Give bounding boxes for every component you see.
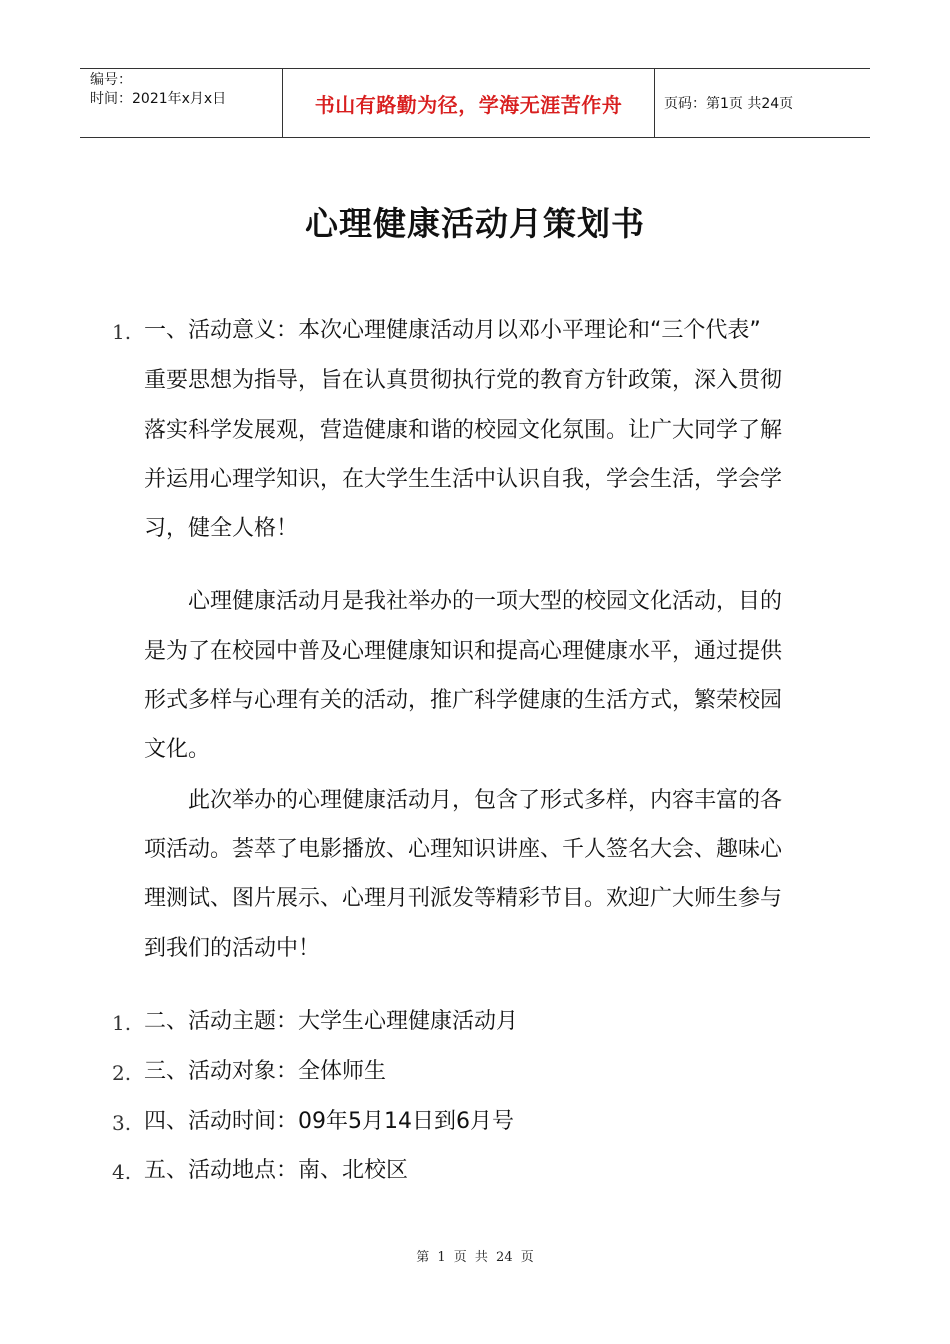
list-item: 四、活动时间：09年5月14日到6月号: [144, 1109, 514, 1134]
section1-line: 一、活动意义：本次心理健康活动月以邓小平理论和“三个代表”: [144, 318, 761, 343]
list-number: 3.: [112, 1111, 132, 1135]
paragraph2-line: 是为了在校园中普及心理健康知识和提高心理健康水平，通过提供: [144, 639, 783, 664]
list-number: 1.: [112, 320, 132, 344]
paragraph2-line: 心理健康活动月是我社举办的一项大型的校园文化活动，目的: [188, 589, 783, 614]
section1-line: 落实科学发展观，营造健康和谐的校园文化氛围。让广大同学了解: [144, 418, 783, 443]
serial-label: 编号：: [90, 72, 132, 88]
list-number: 2.: [112, 1061, 132, 1085]
paragraph2-line: 形式多样与心理有关的活动，推广科学健康的生活方式，繁荣校园: [144, 688, 783, 713]
date-label: 时间：2021年x月x日: [90, 91, 227, 107]
header-page-info: 页码：第1页 共24页: [664, 96, 794, 112]
list-item: 五、活动地点：南、北校区: [144, 1158, 409, 1183]
header-motto: 书山有路勤为径，学海无涯苦作舟: [314, 92, 623, 117]
document-header: [80, 68, 870, 138]
paragraph3-line: 此次举办的心理健康活动月，包含了形式多样，内容丰富的各: [188, 788, 783, 813]
list-item: 三、活动对象：全体师生: [144, 1059, 387, 1084]
section1-line: 习，健全人格！: [144, 516, 299, 541]
section1-line: 重要思想为指导，旨在认真贯彻执行党的教育方针政策，深入贯彻: [144, 368, 783, 393]
document-title: 心理健康活动月策划书: [305, 204, 645, 243]
section1-line: 并运用心理学知识，在大学生生活中认识自我，学会生活，学会学: [144, 467, 783, 492]
list-number: 1.: [112, 1011, 132, 1035]
paragraph3-line: 理测试、图片展示、心理月刊派发等精彩节目。欢迎广大师生参与: [144, 886, 783, 911]
header-page-cell: [655, 69, 870, 137]
paragraph3-line: 项活动。荟萃了电影播放、心理知识讲座、千人签名大会、趣味心: [144, 837, 783, 862]
header-meta-cell: [80, 69, 282, 137]
paragraph3-line: 到我们的活动中！: [144, 936, 321, 961]
page-footer: 第 1 页 共 24 页: [416, 1250, 534, 1265]
list-item: 二、活动主题：大学生心理健康活动月: [144, 1009, 519, 1034]
header-motto-cell: [282, 69, 655, 137]
list-number: 4.: [112, 1160, 132, 1184]
paragraph2-line: 文化。: [144, 737, 211, 762]
